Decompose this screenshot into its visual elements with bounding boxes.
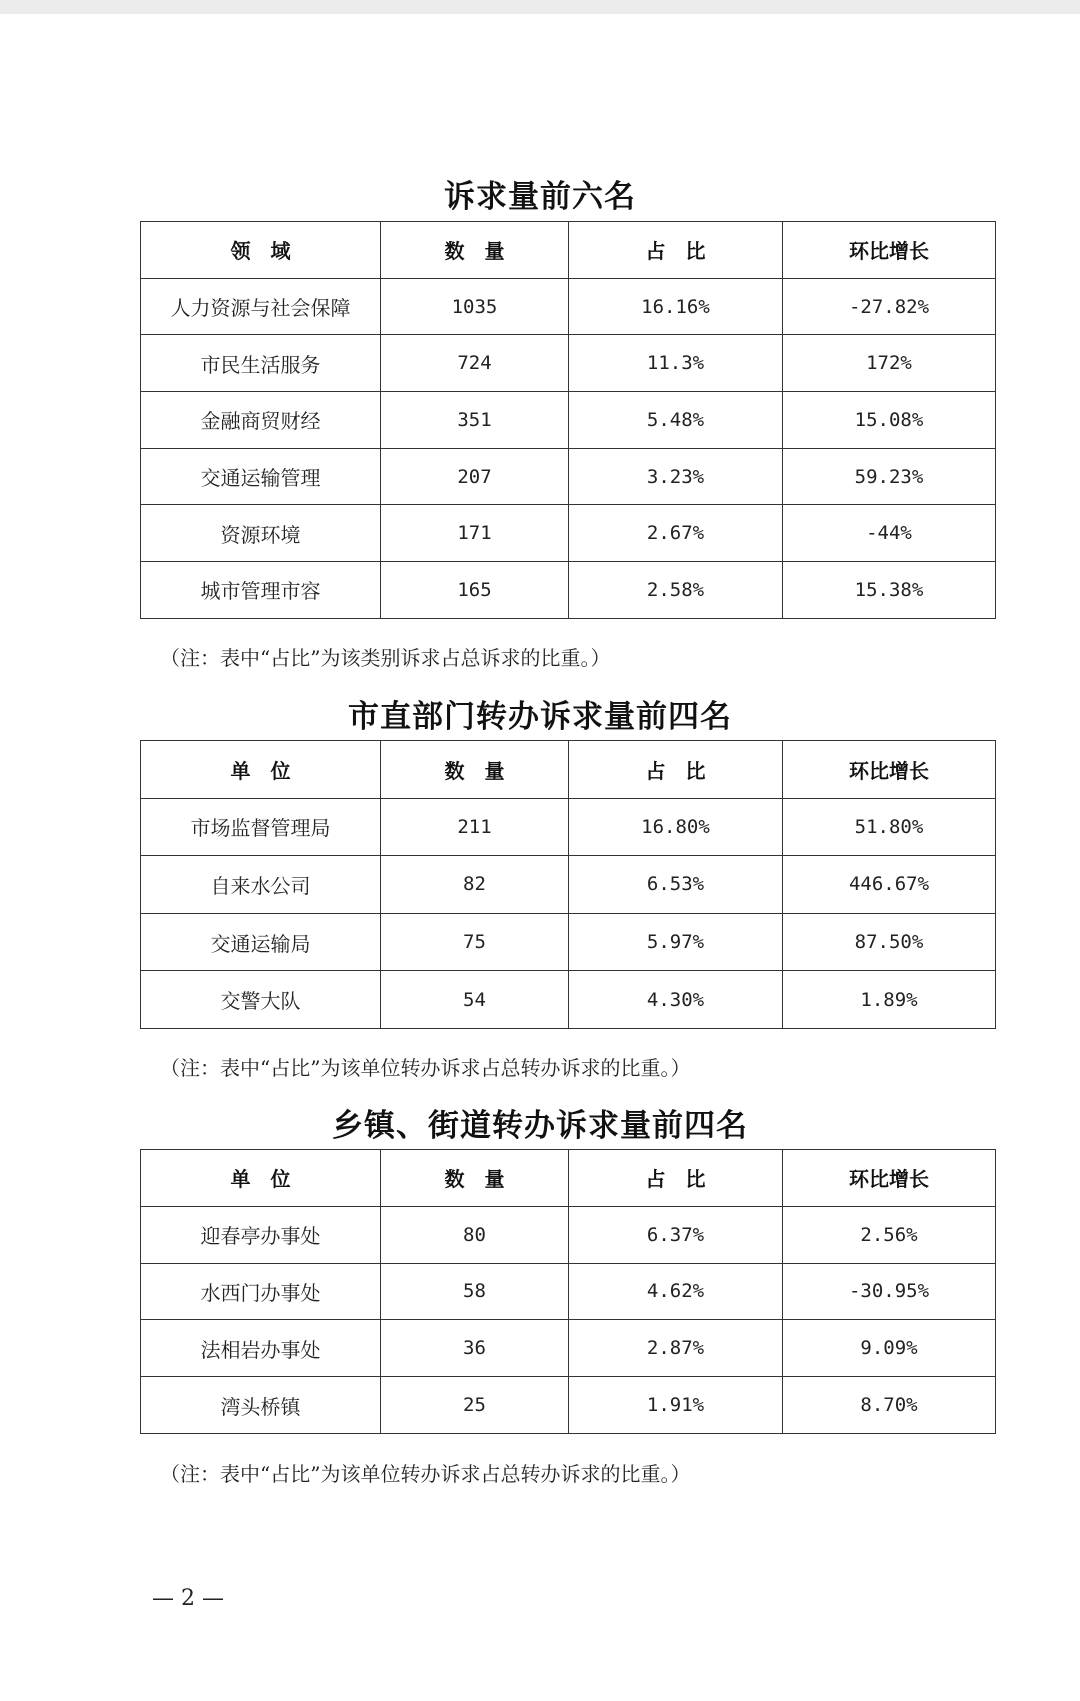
header-cell: 环比增长 xyxy=(783,222,996,279)
cell-category: 交通运输管理 xyxy=(141,448,381,505)
cell-unit: 市场监督管理局 xyxy=(141,798,381,856)
cell-count: 75 xyxy=(381,913,569,971)
header-cell: 领 域 xyxy=(141,222,381,279)
table-row xyxy=(141,1320,996,1377)
cell-category: 金融商贸财经 xyxy=(141,392,381,449)
table-row xyxy=(141,856,996,914)
cell-growth: 8.70% xyxy=(783,1377,996,1434)
cell-growth: -30.95% xyxy=(783,1263,996,1320)
table-row xyxy=(141,392,996,449)
cell-unit: 法相岩办事处 xyxy=(141,1320,381,1377)
table-row xyxy=(141,1206,996,1263)
cell-count: 80 xyxy=(381,1206,569,1263)
table-row xyxy=(141,562,996,619)
table1-top-six-demands xyxy=(140,221,996,619)
cell-growth: 2.56% xyxy=(783,1206,996,1263)
cell-growth: 9.09% xyxy=(783,1320,996,1377)
cell-growth: 87.50% xyxy=(783,913,996,971)
cell-growth: 172% xyxy=(783,335,996,392)
cell-count: 207 xyxy=(381,448,569,505)
cell-share: 6.53% xyxy=(569,856,783,914)
cell-count: 165 xyxy=(381,562,569,619)
table-header-row xyxy=(141,1150,996,1207)
header-cell: 占 比 xyxy=(569,741,783,799)
table-row xyxy=(141,448,996,505)
header-cell: 单 位 xyxy=(141,741,381,799)
header-cell: 占 比 xyxy=(569,222,783,279)
page-number: — 2 — xyxy=(152,1586,224,1611)
cell-growth: 1.89% xyxy=(783,971,996,1029)
table1-title: 诉求量前六名 xyxy=(444,179,636,215)
cell-growth: -44% xyxy=(783,505,996,562)
header-cell: 单 位 xyxy=(141,1150,381,1207)
cell-unit: 自来水公司 xyxy=(141,856,381,914)
cell-share: 5.48% xyxy=(569,392,783,449)
table1-note: （注：表中“占比”为该类别诉求占总诉求的比重。） xyxy=(160,646,611,670)
cell-count: 1035 xyxy=(381,278,569,335)
header-cell: 环比增长 xyxy=(783,1150,996,1207)
cell-growth: 51.80% xyxy=(783,798,996,856)
table-row xyxy=(141,505,996,562)
table-header-row xyxy=(141,741,996,799)
cell-category: 资源环境 xyxy=(141,505,381,562)
cell-count: 25 xyxy=(381,1377,569,1434)
cell-count: 724 xyxy=(381,335,569,392)
cell-share: 4.30% xyxy=(569,971,783,1029)
cell-unit: 水西门办事处 xyxy=(141,1263,381,1320)
cell-count: 211 xyxy=(381,798,569,856)
table3-title: 乡镇、街道转办诉求量前四名 xyxy=(332,1108,748,1144)
cell-share: 1.91% xyxy=(569,1377,783,1434)
cell-share: 16.80% xyxy=(569,798,783,856)
cell-share: 4.62% xyxy=(569,1263,783,1320)
header-cell: 数 量 xyxy=(381,741,569,799)
cell-share: 5.97% xyxy=(569,913,783,971)
header-cell: 环比增长 xyxy=(783,741,996,799)
cell-share: 2.58% xyxy=(569,562,783,619)
table2-title: 市直部门转办诉求量前四名 xyxy=(348,699,732,735)
table-row xyxy=(141,278,996,335)
cell-count: 58 xyxy=(381,1263,569,1320)
table-row xyxy=(141,1377,996,1434)
table2-note: （注：表中“占比”为该单位转办诉求占总转办诉求的比重。） xyxy=(160,1056,691,1080)
cell-share: 2.87% xyxy=(569,1320,783,1377)
top-edge-strip xyxy=(0,0,1080,14)
table-row xyxy=(141,913,996,971)
cell-growth: 446.67% xyxy=(783,856,996,914)
table-row xyxy=(141,971,996,1029)
table-row xyxy=(141,1263,996,1320)
cell-count: 36 xyxy=(381,1320,569,1377)
table-row xyxy=(141,335,996,392)
cell-unit: 交警大队 xyxy=(141,971,381,1029)
cell-count: 171 xyxy=(381,505,569,562)
cell-count: 82 xyxy=(381,856,569,914)
cell-share: 2.67% xyxy=(569,505,783,562)
cell-growth: -27.82% xyxy=(783,278,996,335)
cell-category: 人力资源与社会保障 xyxy=(141,278,381,335)
cell-share: 16.16% xyxy=(569,278,783,335)
header-cell: 数 量 xyxy=(381,1150,569,1207)
cell-growth: 59.23% xyxy=(783,448,996,505)
cell-category: 城市管理市容 xyxy=(141,562,381,619)
table2-city-departments xyxy=(140,740,996,1029)
cell-share: 6.37% xyxy=(569,1206,783,1263)
cell-category: 市民生活服务 xyxy=(141,335,381,392)
table3-towns-streets xyxy=(140,1149,996,1434)
header-cell: 占 比 xyxy=(569,1150,783,1207)
cell-unit: 交通运输局 xyxy=(141,913,381,971)
table-header-row xyxy=(141,222,996,279)
cell-count: 351 xyxy=(381,392,569,449)
table-row xyxy=(141,798,996,856)
table3-note: （注：表中“占比”为该单位转办诉求占总转办诉求的比重。） xyxy=(160,1462,691,1486)
cell-count: 54 xyxy=(381,971,569,1029)
cell-unit: 湾头桥镇 xyxy=(141,1377,381,1434)
cell-growth: 15.38% xyxy=(783,562,996,619)
cell-share: 3.23% xyxy=(569,448,783,505)
header-cell: 数 量 xyxy=(381,222,569,279)
cell-growth: 15.08% xyxy=(783,392,996,449)
cell-share: 11.3% xyxy=(569,335,783,392)
cell-unit: 迎春亭办事处 xyxy=(141,1206,381,1263)
